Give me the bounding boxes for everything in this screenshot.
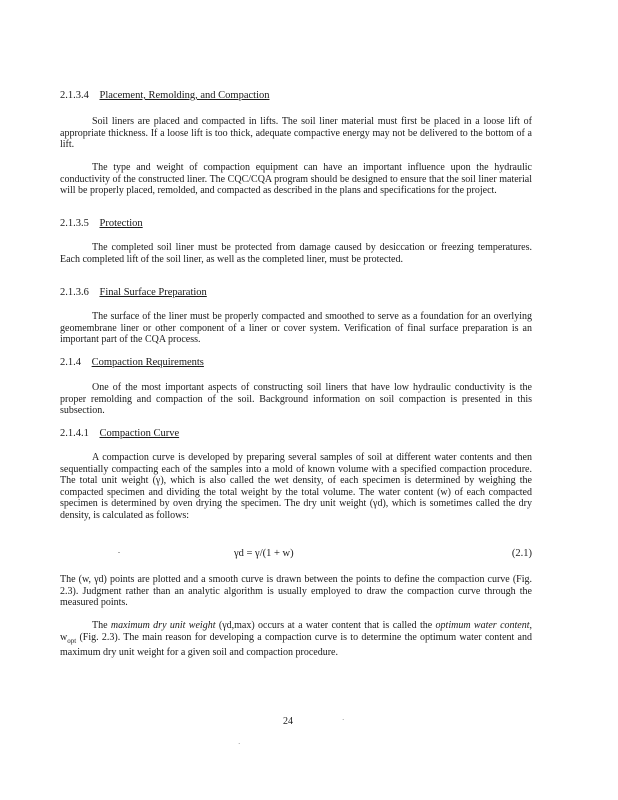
section-title: Placement, Remolding, and Compaction	[99, 90, 270, 101]
paragraph-protection: The completed soil liner must be protected from damage caused by desiccation or freezing temperatures. Each completed lift of the soil liner, as well as the completed liner, must be protected.	[60, 242, 532, 265]
paragraph-plotted-points: The (w, γd) points are plotted and a smooth curve is drawn between the points to define the compaction curve (Fig. 2.3). Judgment rather than an analytic algorithm is usually employed to draw the compaction curve through the measured points.	[60, 574, 532, 609]
section-number: 2.1.4	[60, 357, 81, 368]
heading-2-1-3-5	[60, 218, 143, 229]
section-number: 2.1.3.6	[60, 287, 89, 298]
scan-speck: .	[118, 546, 120, 555]
paragraph-lifts: Soil liners are placed and compacted in lifts. The soil liner material must first be placed in a loose lift of appropriate thickness. If a loose lift is too thick, adequate compactive energy may not be delivered to the bottom of a lift.	[60, 116, 532, 151]
section-title: Compaction Curve	[99, 428, 180, 439]
paragraph-compaction-intro: One of the most important aspects of constructing soil liners that have low hydraulic conductivity is the proper remolding and compaction of the soil. Background information on soil compaction is presented in this subsection.	[60, 382, 532, 417]
section-title: Compaction Requirements	[91, 357, 204, 368]
text-run: , w	[60, 620, 533, 643]
text-run: (γd,max) occurs at a water content that is called the	[215, 620, 436, 631]
italic-term-max-dry-unit-weight: maximum dry unit weight	[110, 620, 216, 631]
paragraph-compaction-curve: A compaction curve is developed by preparing several samples of soil at different water contents and then sequentially compacting each of the samples into a mold of known volume with a specified compaction procedure. The total unit weight (γ), which is also called the wet density, of each specimen is determined by weighing the compacted specimen and dividing the total weight by the total volume. The water content (w) of each compacted specimen is determined by oven drying the specimen. The dry unit weight (γd), which is sometimes called the dry density, is calculated as follows:	[60, 452, 532, 521]
heading-2-1-4	[60, 357, 204, 368]
equation-rhs: = γ/(1 + w)	[243, 548, 294, 559]
italic-term-optimum-water-content: optimum water content	[435, 620, 530, 631]
subscript-opt: opt	[67, 636, 77, 645]
text-run: The	[92, 620, 111, 631]
scan-speck: ·	[342, 716, 345, 724]
section-number: 2.1.3.4	[60, 90, 89, 101]
section-number: 2.1.4.1	[60, 428, 89, 439]
equation-expression	[234, 548, 294, 559]
section-title: Protection	[99, 218, 143, 229]
scan-speck: ·	[238, 740, 241, 748]
page-number: 24	[283, 716, 293, 727]
heading-2-1-4-1	[60, 428, 179, 439]
equation-2-1	[60, 548, 532, 562]
heading-2-1-3-6	[60, 287, 207, 298]
section-number: 2.1.3.5	[60, 218, 89, 229]
heading-2-1-3-4	[60, 90, 270, 101]
equation-lhs: γd	[234, 548, 244, 559]
equation-number: (2.1)	[511, 548, 532, 559]
paragraph-equipment: The type and weight of compaction equipment can have an important influence upon the hydraulic conductivity of the constructed liner. The CQC/CQA program should be designed to ensure that the soil liner material will be properly placed, remolded, and compacted as described in the plans and specifications for the project.	[60, 162, 532, 197]
paragraph-optimum	[60, 620, 532, 659]
text-run: (Fig. 2.3). The main reason for developing a compaction curve is to determine the optimum water content and maximum dry unit weight for a given soil and compaction procedure.	[60, 631, 532, 659]
paragraph-surface: The surface of the liner must be properly compacted and smoothed to serve as a foundation for an overlying geomembrane liner or other component of a liner or cover system. Verification of final surface preparation is an important part of the CQA process.	[60, 311, 532, 346]
section-title: Final Surface Preparation	[99, 287, 207, 298]
